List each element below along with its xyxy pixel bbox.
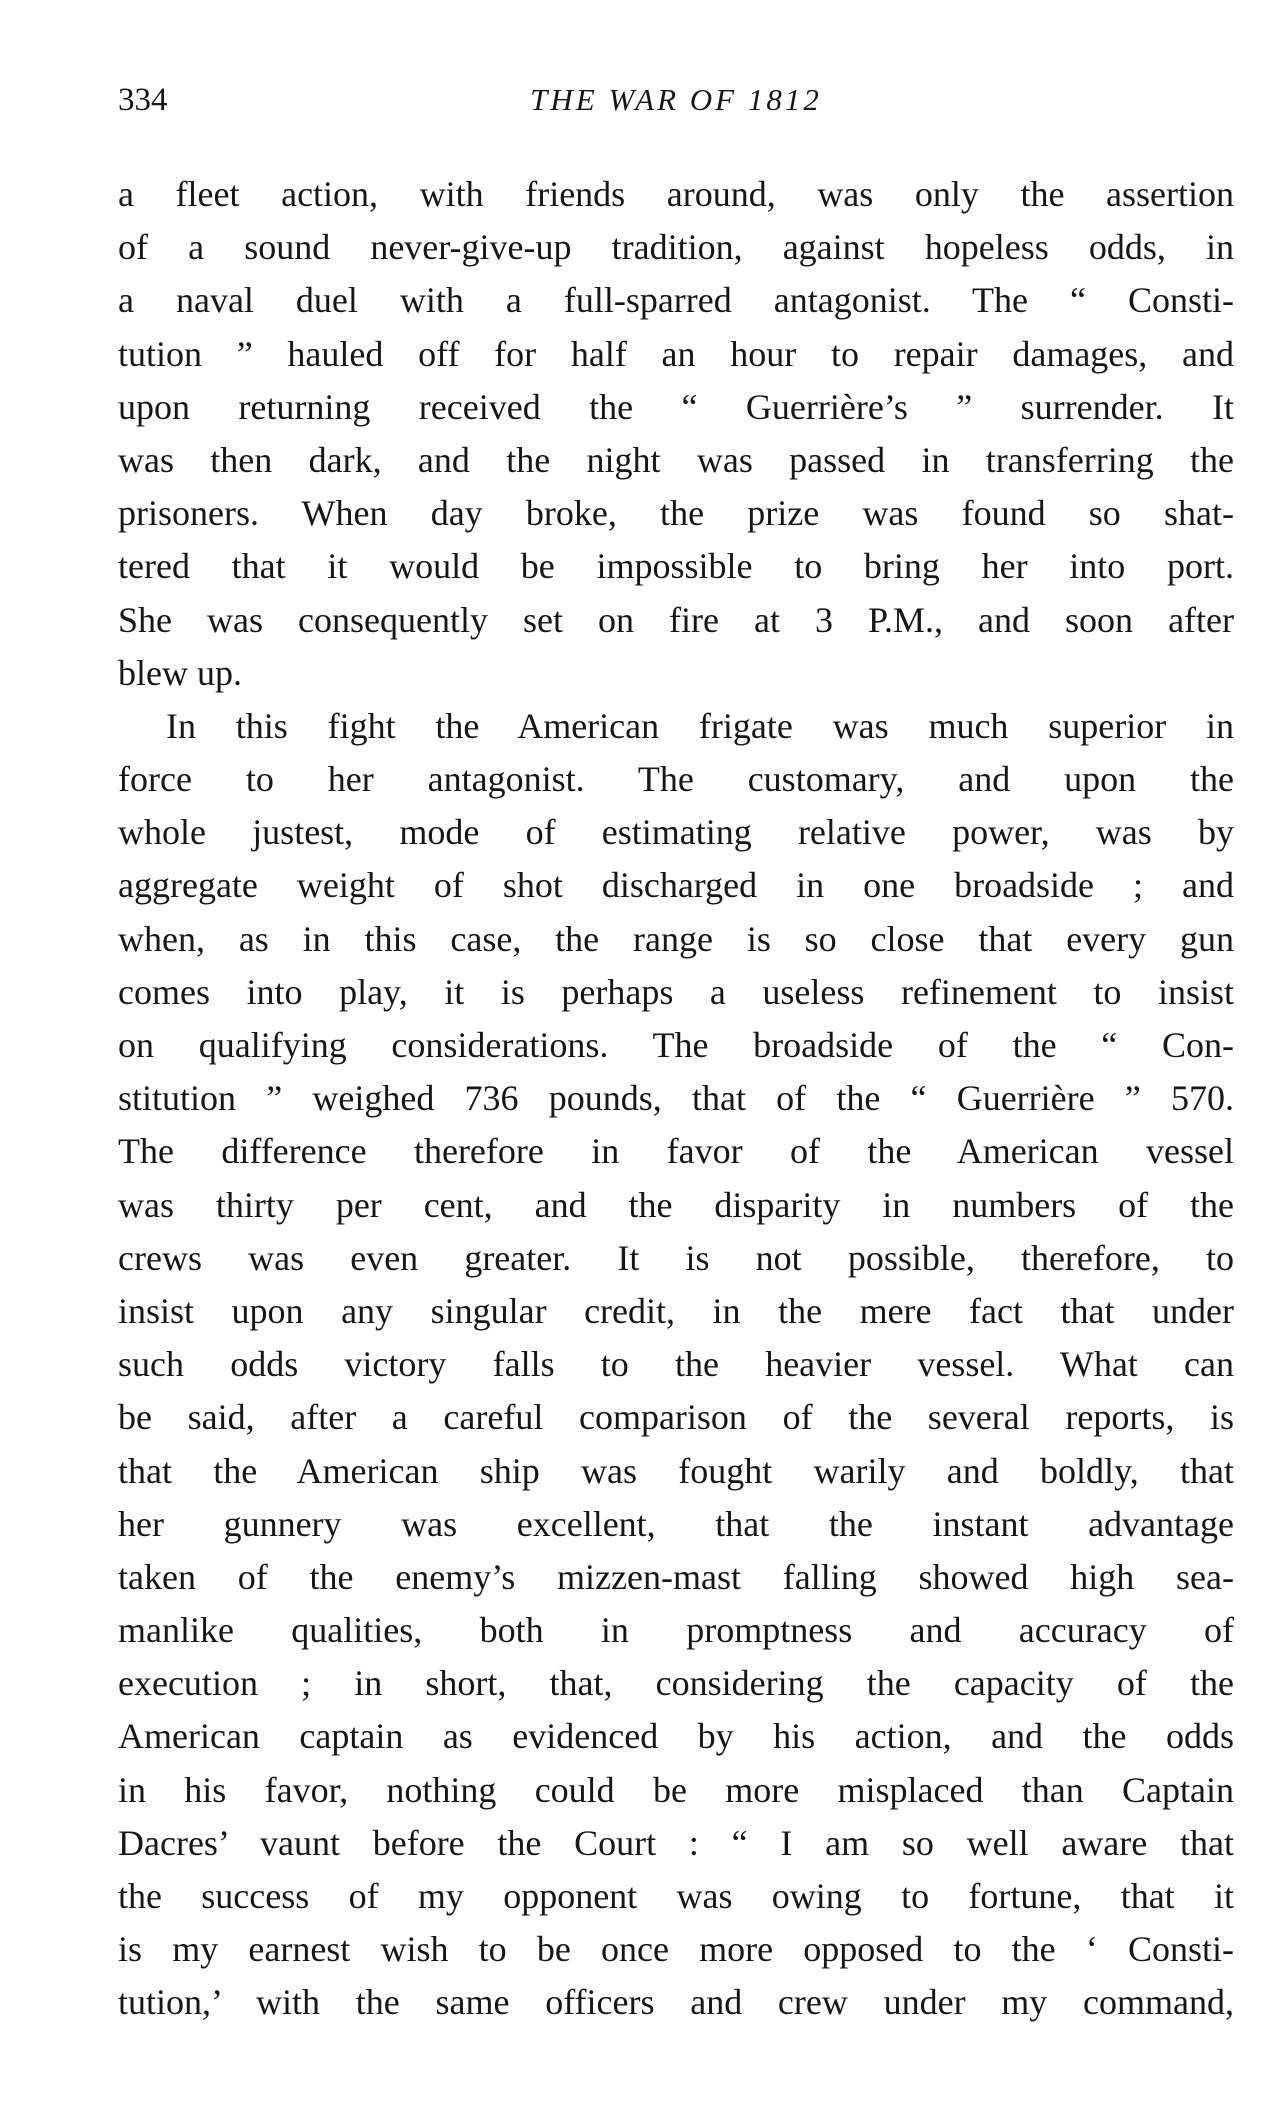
text-line: stitution ” weighed 736 pounds, that of the “ Guerrière ” 570.: [118, 1078, 1234, 1119]
text-line: that the American ship was fought warily and boldly, that: [118, 1450, 1234, 1491]
text-line: when, as in this case, the range is so close that every gun: [118, 918, 1234, 959]
text-line: tution ” hauled off for half an hour to repair damages, and: [118, 333, 1234, 374]
text-line: tered that it would be impossible to bring her into port.: [118, 546, 1234, 587]
text-line: taken of the enemy’s mizzen-mast falling showed high sea-: [118, 1556, 1234, 1597]
text-line: Dacres’ vaunt before the Court : “ I am so well aware that: [118, 1822, 1234, 1863]
text-line: of a sound never-give-up tradition, against hopeless odds, in: [118, 227, 1234, 268]
text-line: on qualifying considerations. The broadside of the “ Con-: [118, 1025, 1234, 1065]
text-line: In this fight the American frigate was much superior in: [166, 705, 1234, 746]
text-line: prisoners. When day broke, the prize was found so shat-: [118, 493, 1234, 534]
paragraph-1: [118, 168, 1234, 700]
text-line: execution ; in short, that, considering the capacity of the: [118, 1663, 1234, 1704]
text-line: be said, after a careful comparison of the several reports, is: [118, 1397, 1234, 1438]
text-line: in his favor, nothing could be more misplaced than Captain: [118, 1769, 1234, 1810]
text-line: a naval duel with a full-sparred antagonist. The “ Consti-: [118, 280, 1234, 321]
text-line: force to her antagonist. The customary, and upon the: [118, 759, 1234, 800]
text-line: blew up.: [118, 652, 242, 693]
text-line: upon returning received the “ Guerrière’s ” surrender. It: [118, 386, 1234, 427]
text-line: crews was even greater. It is not possible, therefore, to: [118, 1237, 1234, 1278]
text-line: her gunnery was excellent, that the instant advantage: [118, 1503, 1234, 1544]
text-line: was thirty per cent, and the disparity in numbers of the: [118, 1184, 1234, 1225]
text-line: American captain as evidenced by his action, and the odds: [118, 1716, 1234, 1757]
text-line: The difference therefore in favor of the American vessel: [118, 1131, 1234, 1172]
text-line: tution,’ with the same officers and crew under my command,: [118, 1982, 1234, 2023]
text-line: was then dark, and the night was passed in transferring the: [118, 439, 1234, 480]
text-line: whole justest, mode of estimating relative power, was by: [118, 812, 1234, 853]
page-number: 334: [118, 82, 168, 118]
text-line: the success of my opponent was owing to fortune, that it: [118, 1876, 1234, 1916]
text-line: comes into play, it is perhaps a useless refinement to insist: [118, 971, 1234, 1012]
text-line: manlike qualities, both in promptness and accuracy of: [118, 1610, 1234, 1651]
text-line: She was consequently set on fire at 3 P.M., and soon after: [118, 599, 1234, 640]
text-line: insist upon any singular credit, in the mere fact that under: [118, 1290, 1234, 1331]
body-text: [118, 168, 1234, 2030]
running-title: THE WAR OF 1812: [530, 82, 822, 117]
paragraph-2: [118, 700, 1234, 2030]
text-line: a fleet action, with friends around, was only the assertion: [118, 174, 1234, 214]
text-line: such odds victory falls to the heavier vessel. What can: [118, 1344, 1234, 1385]
running-head: [118, 78, 1234, 122]
text-line: is my earnest wish to be once more opposed to the ‘ Consti-: [118, 1929, 1234, 1970]
text-line: aggregate weight of shot discharged in one broadside ; and: [118, 865, 1234, 906]
